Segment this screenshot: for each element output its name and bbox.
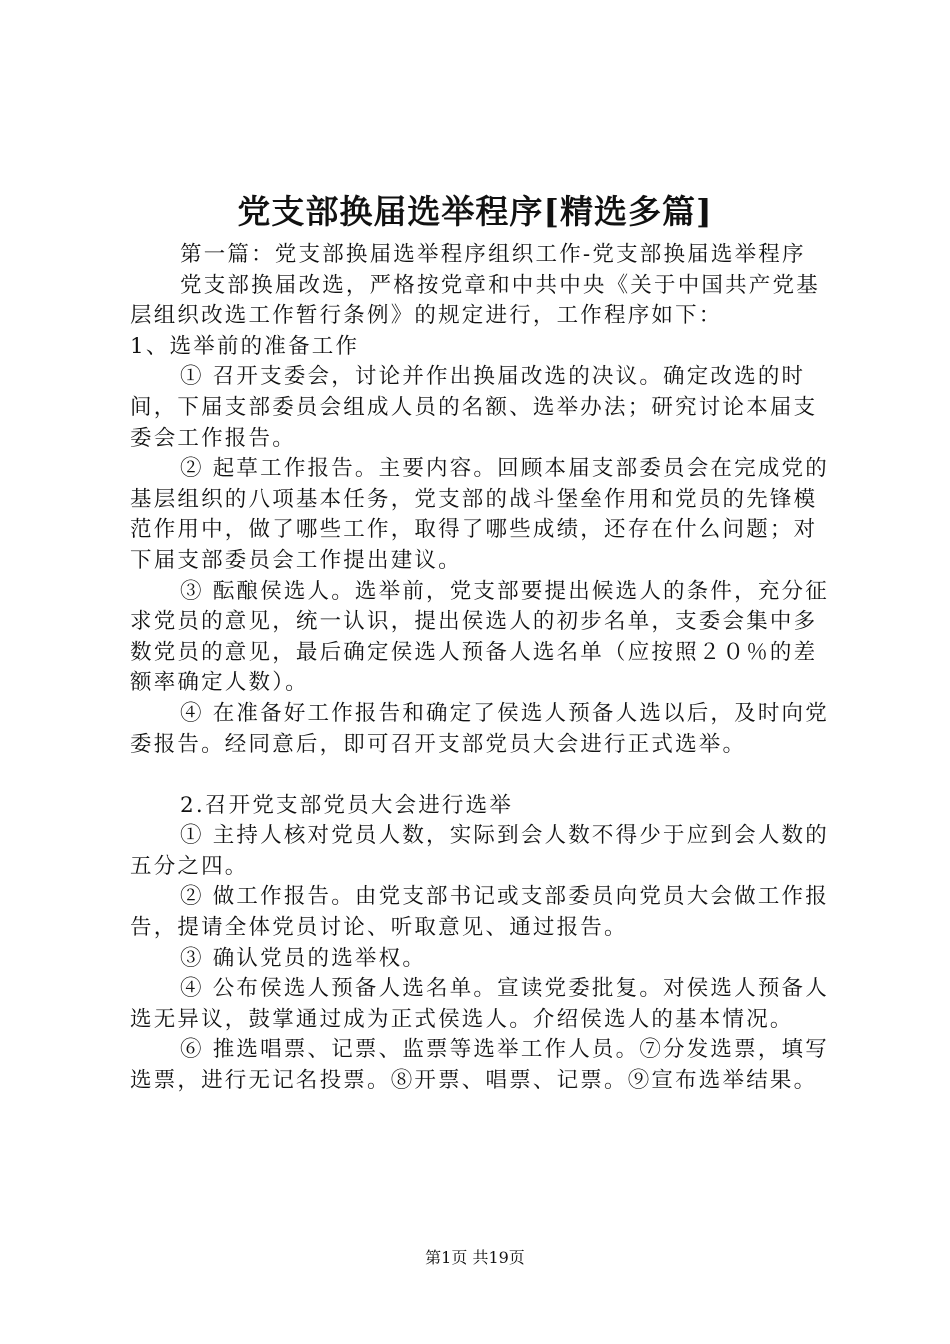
section-heading: 2.召开党支部党员大会进行选举 [180, 792, 514, 818]
paragraph: 第一篇：党支部换届选举程序组织工作-党支部换届选举程序 [180, 242, 806, 267]
paragraph: ① 召开支委会，讨论并作出换届改选的决议。确定改选的时间，下届支部委员会组成人员的名额、选举办法；研究讨论本届支委会工作报告。 [130, 364, 818, 451]
paragraph: ① 主持人核对党员人数，实际到会人数不得少于应到会人数的五分之四。 [130, 823, 829, 879]
page-number-footer: 第1页 共19页 [425, 1248, 525, 1267]
paragraph: ④ 在准备好工作报告和确定了侯选人预备人选以后，及时向党委报告。经同意后，即可召开支部党员大会进行正式选举。 [130, 700, 829, 757]
paragraph: ② 起草工作报告。主要内容。回顾本届支部委员会在完成党的基层组织的八项基本任务，党支部的战斗堡垒作用和党员的先锋模范作用中，做了哪些工作，取得了哪些成绩，还存在什么问题；对下届支部委员会工作提出建议。 [130, 456, 829, 573]
document-title: 党支部换届选举程序[精选多篇] [237, 192, 713, 231]
paragraph: ③ 确认党员的选举权。 [180, 945, 427, 971]
section-heading: 1、选举前的准备工作 [130, 333, 360, 359]
document-body [130, 240, 830, 1097]
paragraph: ④ 公布侯选人预备人选名单。宣读党委批复。对侯选人预备人选无异议，鼓掌通过成为正式侯选人。介绍侯选人的基本情况。 [130, 976, 829, 1032]
paragraph: ② 做工作报告。由党支部书记或支部委员向党员大会做工作报告，提请全体党员讨论、听取意见、通过报告。 [130, 884, 829, 941]
paragraph: ③ 酝酿侯选人。选举前，党支部要提出候选人的条件，充分征求党员的意见，统一认识，提出侯选人的初步名单，支委会集中多数党员的意见，最后确定侯选人预备人选名单（应按照２０％的差额率确定人数）。 [130, 578, 829, 696]
blank-line [130, 760, 830, 791]
paragraph: ⑥ 推选唱票、记票、监票等选举工作人员。⑦分发选票，填写选票，进行无记名投票。⑧开票、唱票、记票。⑨宣布选举结果。 [130, 1037, 829, 1094]
paragraph: 党支部换届改选，严格按党章和中共中央《关于中国共产党基层组织改选工作暂行条例》的规定进行，工作程序如下： [130, 272, 820, 329]
